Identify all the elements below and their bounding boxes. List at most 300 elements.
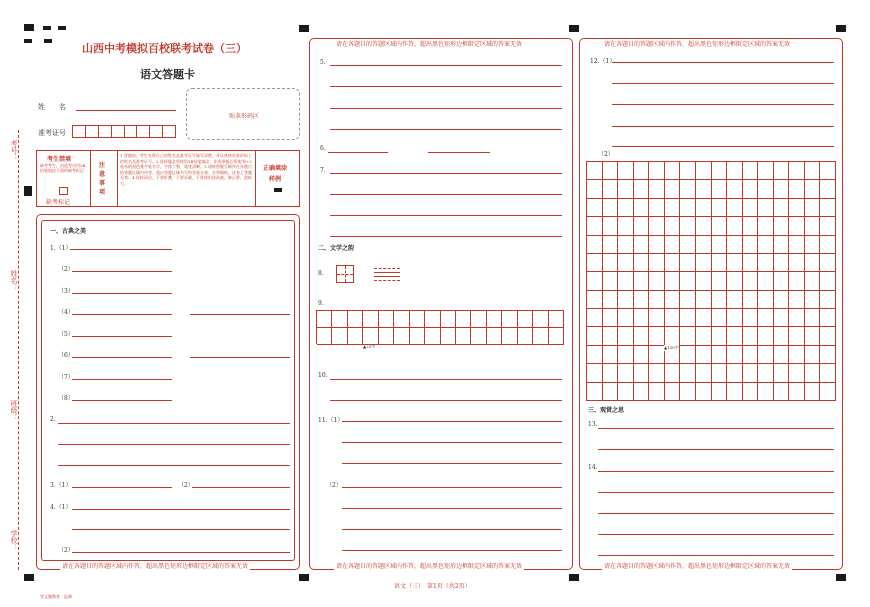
q9-char-grid[interactable] xyxy=(316,310,564,344)
grid-cell[interactable] xyxy=(587,199,603,217)
grid-cell[interactable] xyxy=(634,254,650,272)
grid-cell[interactable] xyxy=(680,327,696,345)
grid-cell[interactable] xyxy=(587,254,603,272)
grid-cell[interactable] xyxy=(665,180,681,198)
side-label-class: 班级： xyxy=(10,400,18,421)
q1-answer-line[interactable] xyxy=(70,249,172,250)
grid-cell[interactable] xyxy=(680,217,696,235)
grid-cell[interactable] xyxy=(649,383,665,401)
grid-cell[interactable] xyxy=(634,309,650,327)
grid-cell[interactable] xyxy=(712,180,728,198)
q1-sub-answer-line[interactable] xyxy=(72,271,172,272)
grid-cell[interactable] xyxy=(758,272,774,290)
grid-cell[interactable] xyxy=(696,217,712,235)
grid-cell[interactable] xyxy=(743,383,759,401)
grid-cell[interactable] xyxy=(712,272,728,290)
q4a-answer-line[interactable] xyxy=(72,509,290,510)
grid-cell[interactable] xyxy=(618,327,634,345)
grid-cell[interactable] xyxy=(665,199,681,217)
grid-cell[interactable] xyxy=(680,254,696,272)
grid-cell[interactable] xyxy=(587,364,603,382)
grid-cell[interactable] xyxy=(587,327,603,345)
grid-cell[interactable] xyxy=(649,327,665,345)
grid-cell[interactable] xyxy=(743,162,759,180)
warning-col3-bottom: 请在各题目的答题区域内作答，超出黑色矩形边框限定区域的答案无效 xyxy=(604,563,791,570)
grid-cell[interactable] xyxy=(649,236,665,254)
grid-cell[interactable] xyxy=(680,236,696,254)
q10-answer-line[interactable] xyxy=(330,379,562,380)
grid-cell[interactable] xyxy=(712,346,728,364)
grid-cell[interactable] xyxy=(680,162,696,180)
q11a-answer-line[interactable] xyxy=(342,463,562,464)
q6-answer-line[interactable] xyxy=(328,152,388,153)
grid-cell[interactable] xyxy=(743,254,759,272)
grid-cell[interactable] xyxy=(634,291,650,309)
grid-cell[interactable] xyxy=(727,364,743,382)
exam-no-boxes[interactable] xyxy=(72,125,176,138)
grid-cell[interactable] xyxy=(587,180,603,198)
grid-cell[interactable] xyxy=(680,383,696,401)
q14-answer-line[interactable] xyxy=(598,492,834,493)
q5-answer-line[interactable] xyxy=(330,86,562,87)
grid-cell[interactable] xyxy=(603,199,619,217)
q12b-char-grid[interactable] xyxy=(586,161,836,401)
correct-title: 正确填涂 xyxy=(263,165,288,172)
q12a-answer-line[interactable] xyxy=(612,62,834,63)
grid-cell[interactable] xyxy=(743,346,759,364)
grid-cell[interactable] xyxy=(774,272,790,290)
grid-cell[interactable] xyxy=(758,254,774,272)
side-label-school: 学校： xyxy=(10,530,18,551)
grid-cell[interactable] xyxy=(634,346,650,364)
grid-cell[interactable] xyxy=(618,364,634,382)
grid-cell[interactable] xyxy=(774,327,790,345)
grid-cell[interactable] xyxy=(805,199,821,217)
grid-cell[interactable] xyxy=(665,254,681,272)
grid-cell[interactable] xyxy=(634,199,650,217)
grid-cell[interactable] xyxy=(820,162,836,180)
grid-cell[interactable] xyxy=(696,254,712,272)
grid-cell[interactable] xyxy=(743,291,759,309)
q11b-answer-line[interactable] xyxy=(342,508,562,509)
q12a-answer-line[interactable] xyxy=(612,104,834,105)
grid-cell[interactable] xyxy=(665,291,681,309)
grid-cell[interactable] xyxy=(618,309,634,327)
grid-cell[interactable] xyxy=(789,180,805,198)
section-2-title: 二、文学之韵 xyxy=(318,245,355,252)
grid-cell[interactable] xyxy=(603,364,619,382)
grid-cell[interactable] xyxy=(618,199,634,217)
q14-answer-line[interactable] xyxy=(598,534,834,535)
grid-cell[interactable] xyxy=(789,383,805,401)
grid-cell[interactable] xyxy=(649,199,665,217)
grid-cell[interactable] xyxy=(727,199,743,217)
grid-cell[interactable] xyxy=(805,236,821,254)
grid-cell[interactable] xyxy=(649,254,665,272)
q11a-answer-line[interactable] xyxy=(342,442,562,443)
grid-cell[interactable] xyxy=(603,254,619,272)
grid-cell[interactable] xyxy=(649,309,665,327)
q3b-answer-line[interactable] xyxy=(192,487,290,488)
grid-cell[interactable] xyxy=(820,199,836,217)
position-mark xyxy=(569,25,579,32)
q2-answer-line[interactable] xyxy=(58,423,290,424)
q7-answer-line[interactable] xyxy=(330,194,562,195)
grid-cell[interactable] xyxy=(603,309,619,327)
q5-answer-line[interactable] xyxy=(330,108,562,109)
grid-cell[interactable] xyxy=(805,254,821,272)
grid-cell[interactable] xyxy=(634,272,650,290)
grid-cell[interactable] xyxy=(712,217,728,235)
grid-cell[interactable] xyxy=(618,272,634,290)
grid-cell[interactable] xyxy=(649,272,665,290)
grid-cell[interactable] xyxy=(634,383,650,401)
correct-sub: 样例 xyxy=(269,176,282,183)
grid-cell[interactable] xyxy=(789,346,805,364)
grid-cell[interactable] xyxy=(680,364,696,382)
grid-cell[interactable] xyxy=(758,236,774,254)
grid-cell[interactable] xyxy=(696,180,712,198)
q5-answer-line[interactable] xyxy=(330,129,562,130)
q11b-answer-line[interactable] xyxy=(342,529,562,530)
grid-cell[interactable] xyxy=(805,291,821,309)
q11b-answer-line[interactable] xyxy=(342,487,562,488)
grid-cell[interactable] xyxy=(587,217,603,235)
grid-cell[interactable] xyxy=(665,309,681,327)
grid-cell[interactable] xyxy=(774,383,790,401)
grid-cell[interactable] xyxy=(696,272,712,290)
position-mark xyxy=(24,24,34,31)
grid-cell[interactable] xyxy=(603,180,619,198)
grid-cell[interactable] xyxy=(618,180,634,198)
grid-cell[interactable] xyxy=(634,217,650,235)
grid-cell[interactable] xyxy=(634,327,650,345)
warning-col2-top: 请在各题目的答题区域内作答，超出黑色矩形边框限定区域的答案无效 xyxy=(336,41,523,48)
grid-cell[interactable] xyxy=(696,199,712,217)
position-mark xyxy=(569,574,579,581)
grid-cell[interactable] xyxy=(587,162,603,180)
grid-cell[interactable] xyxy=(680,346,696,364)
grid-cell[interactable] xyxy=(758,327,774,345)
grid-cell[interactable] xyxy=(758,217,774,235)
binding-line xyxy=(18,130,19,570)
grid-cell[interactable] xyxy=(743,199,759,217)
absent-label: 缺考标记 xyxy=(46,199,71,206)
grid-cell[interactable] xyxy=(805,327,821,345)
grid-cell[interactable] xyxy=(712,291,728,309)
q6-answer-line[interactable] xyxy=(428,152,490,153)
grid-cell[interactable] xyxy=(789,272,805,290)
grid-cell[interactable] xyxy=(665,272,681,290)
grid-cell[interactable] xyxy=(805,272,821,290)
grid-cell[interactable] xyxy=(774,291,790,309)
position-mark xyxy=(836,574,846,581)
grid-cell[interactable] xyxy=(758,162,774,180)
grid-cell[interactable] xyxy=(758,291,774,309)
grid-cell[interactable] xyxy=(649,180,665,198)
correct-sample-mark xyxy=(274,188,282,192)
grid-cell[interactable] xyxy=(618,162,634,180)
grid-cell[interactable] xyxy=(820,309,836,327)
position-mark xyxy=(24,574,34,581)
q14-answer-line[interactable] xyxy=(598,471,834,472)
q8-char-box[interactable] xyxy=(336,265,354,283)
q3a-answer-line[interactable] xyxy=(72,487,172,488)
grid-cell[interactable] xyxy=(618,291,634,309)
q5-answer-line[interactable] xyxy=(330,65,562,66)
grid-cell[interactable] xyxy=(696,291,712,309)
grid-cell[interactable] xyxy=(727,327,743,345)
grid-cell[interactable] xyxy=(789,291,805,309)
grid-cell[interactable] xyxy=(665,236,681,254)
grid-cell[interactable] xyxy=(665,327,681,345)
grid-cell[interactable] xyxy=(820,254,836,272)
q1-sub-label: （5） xyxy=(58,331,74,338)
grid-cell[interactable] xyxy=(820,291,836,309)
grid-cell[interactable] xyxy=(789,327,805,345)
q1-sub-answer-line[interactable] xyxy=(72,400,172,401)
q1-sub-label: （3） xyxy=(58,288,74,295)
section-1-title: 一、古典之美 xyxy=(50,228,87,235)
grid-cell[interactable] xyxy=(696,236,712,254)
q7-answer-line[interactable] xyxy=(330,173,562,174)
grid-cell[interactable] xyxy=(696,383,712,401)
grid-cell[interactable] xyxy=(774,346,790,364)
grid-cell[interactable] xyxy=(587,236,603,254)
q1-sub-answer-line[interactable] xyxy=(190,357,290,358)
grid-cell[interactable] xyxy=(820,346,836,364)
q13-answer-line[interactable] xyxy=(598,428,834,429)
notes-title: 注意事项 xyxy=(99,162,106,196)
grid-cell[interactable] xyxy=(727,217,743,235)
grid-cell[interactable] xyxy=(680,309,696,327)
grid-cell[interactable] xyxy=(618,254,634,272)
grid-cell[interactable] xyxy=(680,272,696,290)
grid-cell[interactable] xyxy=(603,346,619,364)
grid-cell[interactable] xyxy=(680,291,696,309)
grid-cell[interactable] xyxy=(820,180,836,198)
grid-cell[interactable] xyxy=(587,291,603,309)
q4a-answer-line[interactable] xyxy=(72,529,290,530)
grid-cell[interactable] xyxy=(696,346,712,364)
absent-checkbox[interactable] xyxy=(59,187,68,195)
grid-cell[interactable] xyxy=(820,272,836,290)
grid-cell[interactable] xyxy=(618,217,634,235)
grid-cell[interactable] xyxy=(789,217,805,235)
q4b-label: （2） xyxy=(58,547,74,554)
q10-answer-line[interactable] xyxy=(330,400,562,401)
grid-cell[interactable] xyxy=(789,364,805,382)
grid-cell[interactable] xyxy=(743,180,759,198)
position-mark xyxy=(299,574,309,581)
side-label-name: 姓名： xyxy=(10,270,18,291)
grid-cell[interactable] xyxy=(665,162,681,180)
grid-cell[interactable] xyxy=(696,309,712,327)
grid-cell[interactable] xyxy=(680,180,696,198)
grid-cell[interactable] xyxy=(603,291,619,309)
grid-cell[interactable] xyxy=(649,364,665,382)
grid-cell[interactable] xyxy=(774,254,790,272)
position-mark xyxy=(24,186,32,196)
grid-cell[interactable] xyxy=(820,364,836,382)
q1-sub-answer-line[interactable] xyxy=(72,336,172,337)
q1-sub-label: （2） xyxy=(58,266,74,273)
grid-cell[interactable] xyxy=(649,291,665,309)
section-3-title: 三、观赏之思 xyxy=(588,407,625,414)
q8-label: 8. xyxy=(318,270,324,277)
grid-cell[interactable] xyxy=(820,236,836,254)
grid-cell[interactable] xyxy=(634,162,650,180)
q1-sub-answer-line[interactable] xyxy=(72,357,172,358)
q7-label: 7. xyxy=(320,167,326,174)
warning-col2-bottom: 请在各题目的答题区域内作答，超出黑色矩形边框限定区域的答案无效 xyxy=(336,563,523,570)
grid-cell[interactable] xyxy=(587,272,603,290)
grid-cell[interactable] xyxy=(758,309,774,327)
grid-cell[interactable] xyxy=(727,272,743,290)
grid-cell[interactable] xyxy=(587,309,603,327)
grid-cell[interactable] xyxy=(587,383,603,401)
grid-cell[interactable] xyxy=(696,364,712,382)
q10-label: 10. xyxy=(318,372,328,379)
q8-writing-lines[interactable] xyxy=(374,268,400,280)
q14-answer-line[interactable] xyxy=(598,555,834,556)
grid-cell[interactable] xyxy=(634,236,650,254)
grid-cell[interactable] xyxy=(603,162,619,180)
grid-cell[interactable] xyxy=(743,272,759,290)
position-mark xyxy=(299,25,309,32)
notice-box xyxy=(36,150,300,207)
q1-sub-answer-line[interactable] xyxy=(72,379,172,380)
grid-cell[interactable] xyxy=(789,236,805,254)
q12a-answer-line[interactable] xyxy=(612,126,834,127)
position-mark xyxy=(24,39,32,43)
grid-cell[interactable] xyxy=(665,217,681,235)
q2-answer-line[interactable] xyxy=(58,444,290,445)
grid-cell[interactable] xyxy=(603,383,619,401)
name-field[interactable] xyxy=(76,110,176,111)
grid-cell[interactable] xyxy=(820,383,836,401)
grid-cell[interactable] xyxy=(743,309,759,327)
grid-cell[interactable] xyxy=(743,364,759,382)
q1-sub-label: （6） xyxy=(58,352,74,359)
grid-cell[interactable] xyxy=(727,236,743,254)
grid-cell[interactable] xyxy=(758,346,774,364)
grid-cell[interactable] xyxy=(743,217,759,235)
q1-sub-answer-line[interactable] xyxy=(72,293,172,294)
grid-cell[interactable] xyxy=(712,236,728,254)
grid-cell[interactable] xyxy=(727,254,743,272)
grid-cell[interactable] xyxy=(712,199,728,217)
grid-cell[interactable] xyxy=(618,383,634,401)
grid-cell[interactable] xyxy=(696,327,712,345)
grid-cell[interactable] xyxy=(805,346,821,364)
grid-cell[interactable] xyxy=(665,383,681,401)
q13-answer-line[interactable] xyxy=(598,449,834,450)
q11a-answer-line[interactable] xyxy=(342,421,562,422)
warning-col3-top: 请在各题目的答题区域内作答，超出黑色矩形边框限定区域的答案无效 xyxy=(604,41,791,48)
grid-cell[interactable] xyxy=(649,162,665,180)
grid-cell[interactable] xyxy=(805,217,821,235)
grid-cell[interactable] xyxy=(789,162,805,180)
grid-cell[interactable] xyxy=(758,180,774,198)
grid-cell[interactable] xyxy=(743,327,759,345)
grid-cell[interactable] xyxy=(789,309,805,327)
grid-cell[interactable] xyxy=(712,364,728,382)
q14-label: 14. xyxy=(588,464,598,471)
grid-cell[interactable] xyxy=(603,236,619,254)
grid-cell[interactable] xyxy=(805,180,821,198)
grid-cell[interactable] xyxy=(696,162,712,180)
q7-answer-line[interactable] xyxy=(330,236,562,237)
grid-cell[interactable] xyxy=(603,217,619,235)
grid-cell[interactable] xyxy=(758,199,774,217)
grid-cell[interactable] xyxy=(634,180,650,198)
q12b-answer-line[interactable] xyxy=(612,146,834,147)
q9-label: 9. xyxy=(318,300,324,307)
grid-cell[interactable] xyxy=(758,364,774,382)
grid-cell[interactable] xyxy=(820,327,836,345)
grid-cell[interactable] xyxy=(789,254,805,272)
grid-cell[interactable] xyxy=(774,309,790,327)
grid-cell[interactable] xyxy=(618,236,634,254)
grid-cell[interactable] xyxy=(727,383,743,401)
grid-cell[interactable] xyxy=(649,346,665,364)
grid-cell[interactable] xyxy=(634,364,650,382)
grid-cell[interactable] xyxy=(712,309,728,327)
grid-cell[interactable] xyxy=(649,217,665,235)
grid-cell[interactable] xyxy=(665,364,681,382)
grid-cell[interactable] xyxy=(774,236,790,254)
grid-cell[interactable] xyxy=(603,327,619,345)
grid-cell[interactable] xyxy=(727,346,743,364)
q4b-answer-line[interactable] xyxy=(72,552,290,553)
grid-cell[interactable] xyxy=(758,383,774,401)
grid-cell[interactable] xyxy=(603,272,619,290)
grid-cell[interactable] xyxy=(712,327,728,345)
grid-cell[interactable] xyxy=(712,254,728,272)
grid-cell[interactable] xyxy=(680,199,696,217)
grid-cell[interactable] xyxy=(774,217,790,235)
grid-cell[interactable] xyxy=(789,199,805,217)
grid-cell[interactable] xyxy=(774,364,790,382)
grid-cell[interactable] xyxy=(727,162,743,180)
grid-cell[interactable] xyxy=(712,383,728,401)
grid-cell[interactable] xyxy=(805,309,821,327)
grid-cell[interactable] xyxy=(618,346,634,364)
grid-cell[interactable] xyxy=(805,383,821,401)
grid-cell[interactable] xyxy=(743,236,759,254)
q12a-answer-line[interactable] xyxy=(612,83,834,84)
grid-cell[interactable] xyxy=(587,346,603,364)
grid-cell[interactable] xyxy=(727,291,743,309)
q1-sub-answer-line[interactable] xyxy=(72,314,172,315)
q14-answer-line[interactable] xyxy=(598,513,834,514)
grid-cell[interactable] xyxy=(805,162,821,180)
grid-cell[interactable] xyxy=(727,309,743,327)
q2-answer-line[interactable] xyxy=(58,465,290,466)
grid-cell[interactable] xyxy=(774,199,790,217)
grid-cell[interactable] xyxy=(805,364,821,382)
grid-cell[interactable] xyxy=(727,180,743,198)
grid-cell[interactable] xyxy=(820,217,836,235)
q7-answer-line[interactable] xyxy=(330,215,562,216)
grid-cell[interactable] xyxy=(712,162,728,180)
q1-sub-answer-line[interactable] xyxy=(190,314,290,315)
grid-cell[interactable] xyxy=(774,162,790,180)
q6-label: 6. xyxy=(320,145,326,152)
grid-cell[interactable] xyxy=(774,180,790,198)
q11b-answer-line[interactable] xyxy=(342,550,562,551)
